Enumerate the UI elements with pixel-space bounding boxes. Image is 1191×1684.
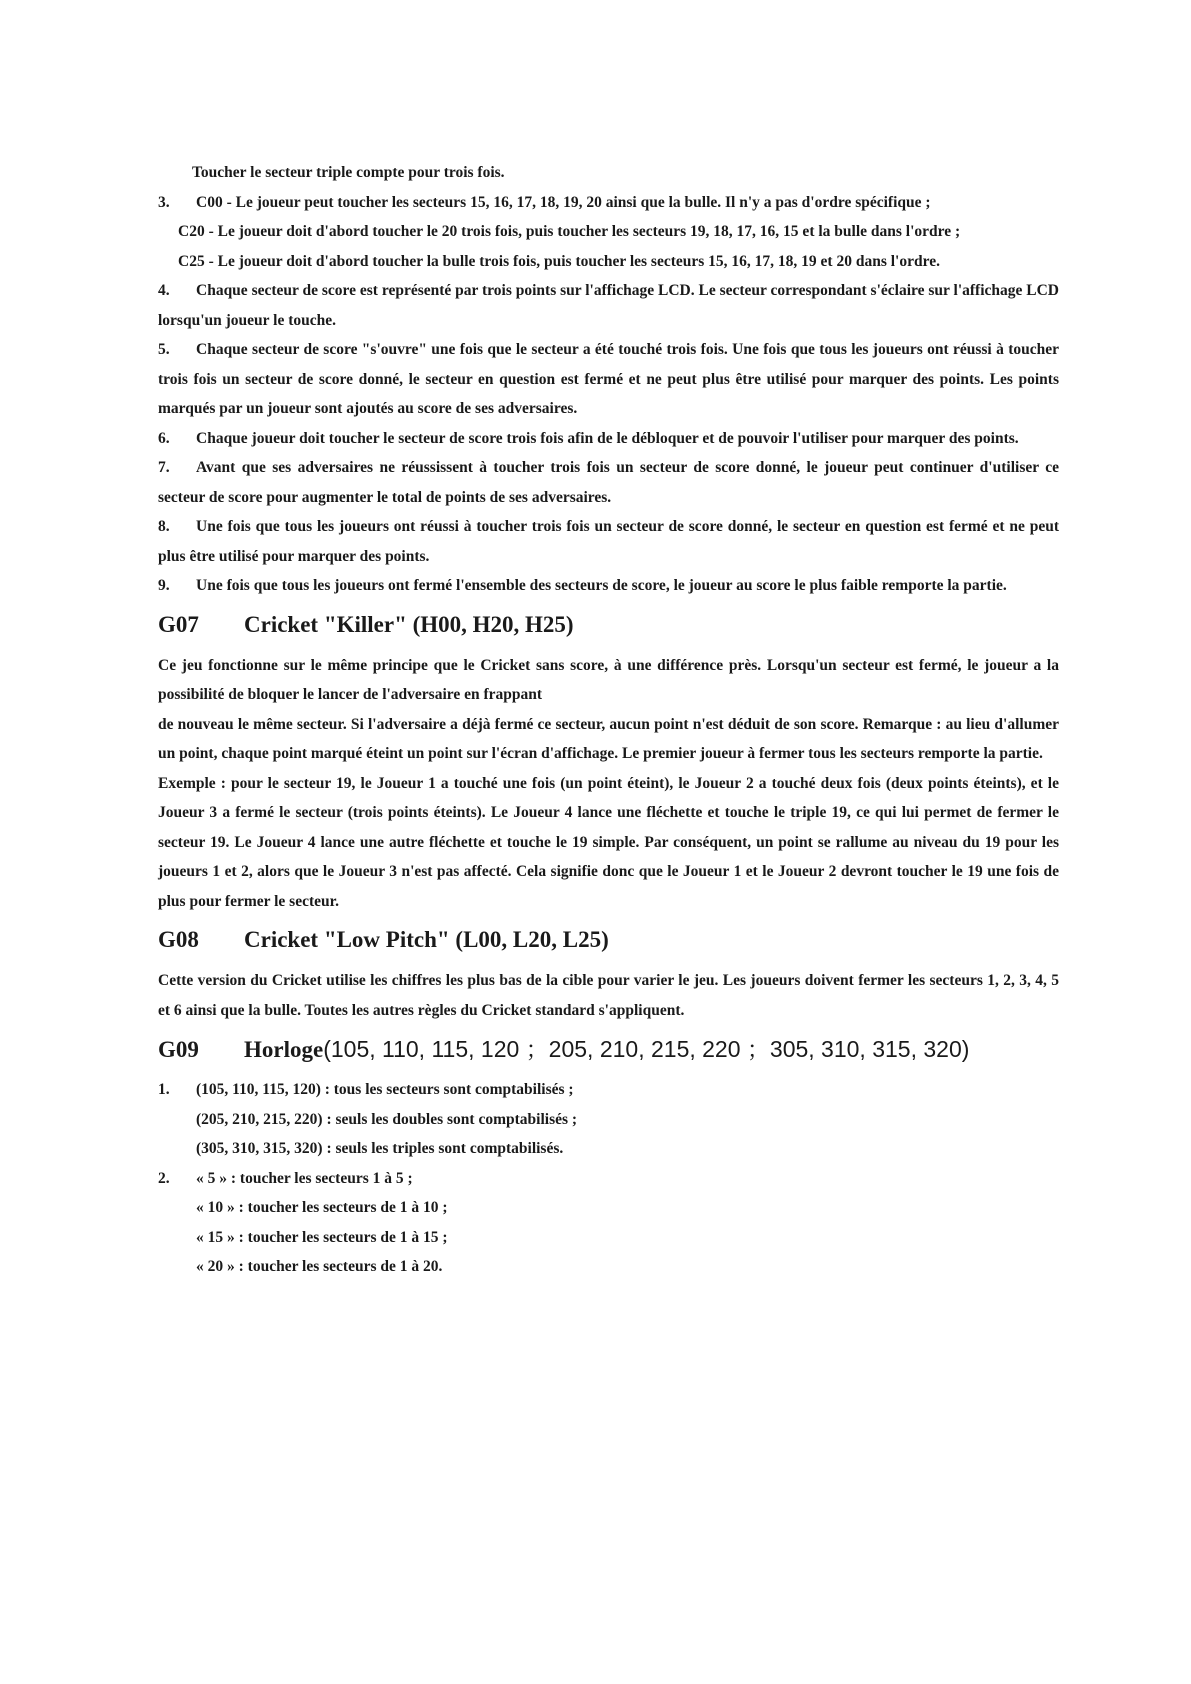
section-heading-g09 [158,1025,1059,1073]
g07-paragraph: de nouveau le même secteur. Si l'adversaire a déjà fermé ce secteur, aucun point n'est déduit de son score. Remarque : au lieu d'allumer un point, chaque point marqué éteint un point sur l'écran d'affichage. Le premier joueur à fermer tous les secteurs remporte la partie. [158,715,1059,762]
rule-c25 [158,247,1059,277]
section-title-word: Horloge [244,1037,324,1062]
g07-paragraph: Ce jeu fonctionne sur le même principe que le Cricket sans score, à une différence près. Lorsqu'un secteur est fermé, le joueur a la possibilité de bloquer le lancer de l'adversaire en frappant [158,656,1059,703]
intro-line: Toucher le secteur triple compte pour trois fois. [192,164,505,181]
rule-9 [158,571,1059,601]
g07-paragraph: Exemple : pour le secteur 19, le Joueur 1 a touché une fois (un point éteint), le Joueur 2 a touché deux fois (deux points éteints), et le Joueur 3 a fermé le secteur (trois points éteints). Le Joueur 4 lance une fléchette et touche le triple 19, ce qui lui permet de fermer le secteur 19. Le Joueur 4 lance une autre fléchette et touche le 19 simple. Par conséquent, un point se rallume au niveau du 19 pour les joueurs 1 et 2, alors que le Joueur 3 n'est pas affecté. Cela signifie donc que le Joueur 1 et le Joueur 2 devront toucher le 19 une fois de plus pour fermer le secteur. [158,774,1059,910]
item-line: « 5 » : toucher les secteurs 1 à 5 ; [196,1169,413,1187]
item-number: 1. [158,1081,170,1098]
section-title-numbers: (105, 110, 115, 120 ；205, 210, 215, 220 ；305, 310, 315, 320) [323,1036,970,1062]
section-heading-g07 [158,601,1059,649]
rule-text: Une fois que tous les joueurs ont fermé l'ensemble des secteurs de score, le joueur au score le plus faible remporte la partie. [196,577,1007,594]
rule-text: C20 - Le joueur doit d'abord toucher le 20 trois fois, puis toucher les secteurs 19, 18, 17, 16, 15 et la bulle dans l'ordre ; [178,223,961,240]
rule-text: Chaque secteur de score "s'ouvre" une fois que le secteur a été touché trois fois. Une fois que tous les joueurs ont réussi à toucher trois fois un secteur de score donné, le secteur en question est fermé et ne peut plus être utilisé pour marquer des points. Les points marqués par un joueur sont ajoutés au score de ses adversaires. [158,341,1059,417]
rule-number: 5. [158,341,170,358]
rule-text: C25 - Le joueur doit d'abord toucher la bulle trois fois, puis toucher les secteurs 15, 16, 17, 18, 19 et 20 dans l'ordre. [178,252,940,270]
section-heading-g08 [158,916,1059,964]
rule-number: 3. [158,193,170,211]
g09-item-2 [158,1164,1059,1194]
g09-item-2-line: « 10 » : toucher les secteurs de 1 à 10 ; [196,1199,448,1216]
section-title: Cricket "Killer" (H00, H20, H25) [244,611,574,637]
rule-text: Chaque secteur de score est représenté par trois points sur l'affichage LCD. Le secteur correspondant s'éclaire sur l'affichage LCD lorsqu'un joueur le touche. [158,282,1059,329]
section-code: G08 [158,927,199,952]
rule-3 [158,188,1059,218]
rule-number: 6. [158,429,170,447]
g09-item-2-line: « 15 » : toucher les secteurs de 1 à 15 ; [196,1228,448,1246]
rule-4 [158,276,1059,335]
rule-8 [158,512,1059,571]
g09-item-2-line: « 20 » : toucher les secteurs de 1 à 20. [196,1258,443,1275]
section-code: G07 [158,611,199,637]
rule-text: Avant que ses adversaires ne réussissent à toucher trois fois un secteur de score donné, le joueur peut continuer d'utiliser ce secteur de score pour augmenter le total de points de ses adversaires. [158,459,1059,506]
g08-paragraph: Cette version du Cricket utilise les chiffres les plus bas de la cible pour varier le jeu. Les joueurs doivent fermer les secteurs 1, 2, 3, 4, 5 et 6 ainsi que la bulle. Toutes les autres règles du Cricket standard s'appliquent. [158,972,1059,1019]
rule-number: 7. [158,459,170,476]
section-title: Cricket "Low Pitch" (L00, L20, L25) [244,927,609,952]
g09-item-1 [158,1075,1059,1105]
g09-item-1-line: (205, 210, 215, 220) : seuls les doubles sont comptabilisés ; [196,1110,578,1128]
rule-7 [158,453,1059,512]
item-line: (105, 110, 115, 120) : tous les secteurs sont comptabilisés ; [196,1081,574,1098]
rule-text: C00 - Le joueur peut toucher les secteurs 15, 16, 17, 18, 19, 20 ainsi que la bulle. Il n'y a pas d'ordre spécifique ; [196,193,931,211]
rule-text: Chaque joueur doit toucher le secteur de score trois fois afin de le débloquer et de pouvoir l'utiliser pour marquer des points. [196,429,1019,447]
rule-5 [158,335,1059,424]
rule-number: 8. [158,518,170,535]
g09-item-1-line: (305, 310, 315, 320) : seuls les triples sont comptabilisés. [196,1140,564,1157]
rule-text: Une fois que tous les joueurs ont réussi à toucher trois fois un secteur de score donné, le secteur en question est fermé et ne peut plus être utilisé pour marquer des points. [158,518,1059,565]
section-code: G09 [158,1037,199,1062]
rule-6 [158,424,1059,454]
rule-c20 [158,217,1059,247]
rule-number: 4. [158,282,170,299]
item-number: 2. [158,1169,170,1187]
rule-number: 9. [158,577,170,594]
